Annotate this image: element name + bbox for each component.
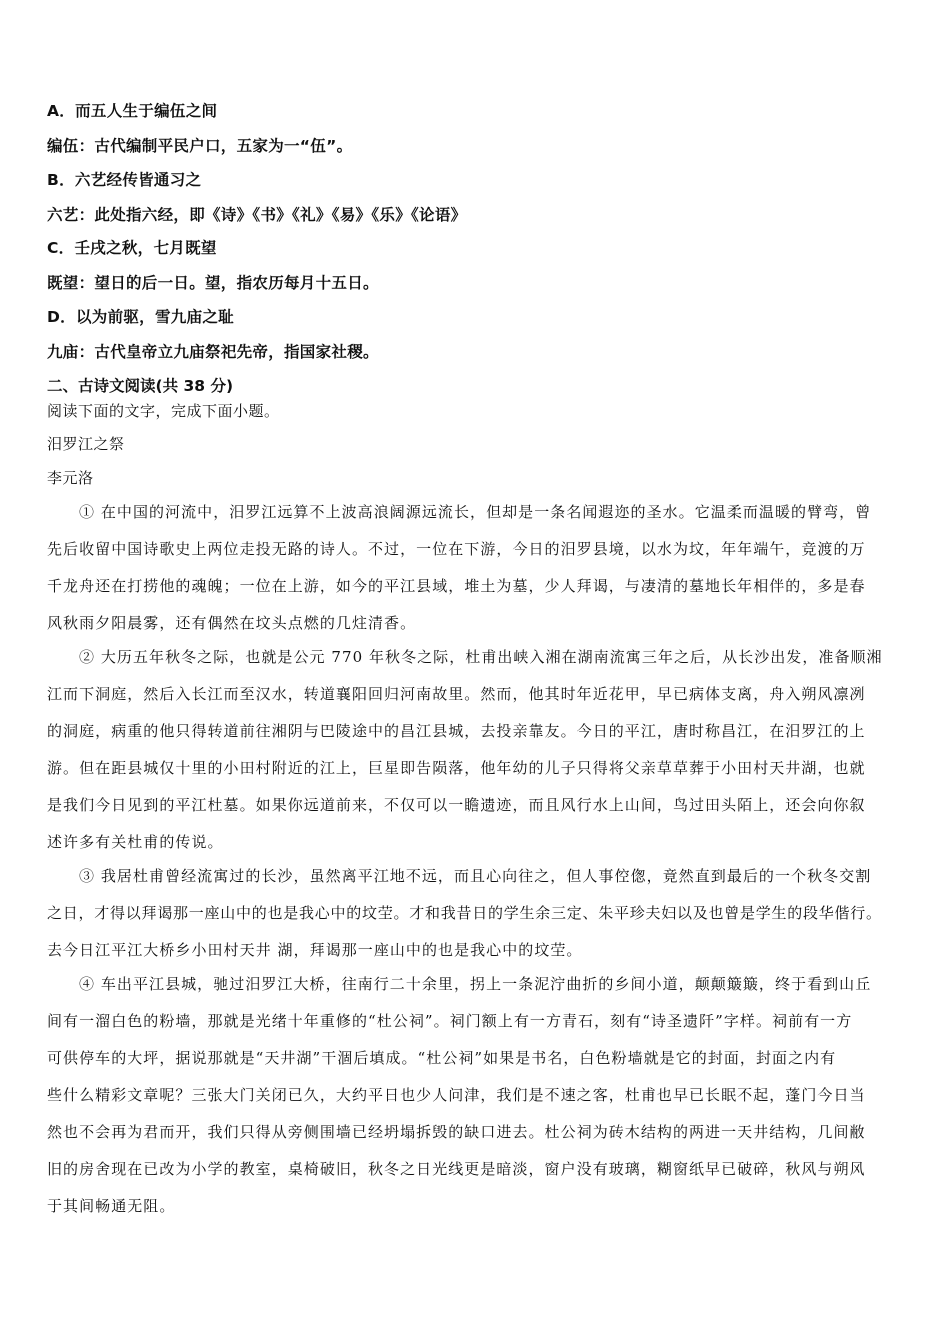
option-d: D．以为前驱，雪九庙之耻 [47, 308, 234, 326]
paragraph-3-line: 去今日江平江大桥乡小田村天井 湖，拜谒那一座山中的也是我心中的坟茔。 [47, 941, 583, 959]
option-b-note: 六艺：此处指六经，即《诗》《书》《礼》《易》《乐》《论语》 [47, 206, 467, 224]
paragraph-1-line: 千龙舟还在打捞他的魂魄；一位在上游，如今的平江县域，堆土为墓，少人拜谒，与凄清的墓地长年相伴的，多是春 [47, 577, 866, 595]
paragraph-1-line: ① 在中国的河流中，汨罗江远算不上波高浪阔源远流长，但却是一条名闻遐迩的圣水。它温柔而温暖的臂弯，曾 [79, 503, 872, 521]
paragraph-4-line: 旧的房舍现在已改为小学的教室，桌椅破旧，秋冬之日光线更是暗淡，窗户没有玻璃，糊窗纸早已破碎，秋风与朔风 [47, 1160, 866, 1178]
paragraph-4-line: 然也不会再为君而开，我们只得从旁侧围墙已经坍塌拆毁的缺口进去。杜公祠为砖木结构的两进一天井结构，几间敝 [47, 1123, 866, 1141]
paragraph-1-line: 先后收留中国诗歌史上两位走投无路的诗人。不过，一位在下游，今日的汨罗县境，以水为坟，年年端午，竞渡的万 [47, 540, 866, 558]
paragraph-1-line: 风秋雨夕阳晨雾，还有偶然在坟头点燃的几炷清香。 [47, 614, 417, 632]
paragraph-3-line: 之日，才得以拜谒那一座山中的也是我心中的坟茔。才和我昔日的学生余三定、朱平珍夫妇以及也曾是学生的段华偕行。 [47, 904, 882, 922]
paragraph-4-line: ④ 车出平江县城，驰过汨罗江大桥，往南行二十余里，拐上一条泥泞曲折的乡间小道，颠颠簸簸，终于看到山丘 [79, 975, 872, 993]
paragraph-2-line: 游。但在距县城仅十里的小田村附近的江上，巨星即告陨落，他年幼的儿子只得将父亲草草葬于小田村天井湖，也就 [47, 759, 866, 777]
paragraph-4-line: 于其间畅通无阻。 [47, 1197, 176, 1215]
paragraph-4-line: 间有一溜白色的粉墙，那就是光绪十年重修的“杜公祠”。祠门额上有一方青石，刻有“诗圣遗阡”字样。祠前有一方 [47, 1012, 853, 1030]
paragraph-2-line: 述许多有关杜甫的传说。 [47, 833, 224, 851]
paragraph-2-line: 是我们今日见到的平江杜墓。如果你远道前来，不仅可以一瞻遗迹，而且风行水上山间，鸟过田头陌上，还会向你叙 [47, 796, 866, 814]
option-d-note: 九庙：古代皇帝立九庙祭祀先帝，指国家社稷。 [47, 343, 379, 361]
paragraph-2-line: 的洞庭，病重的他只得转道前往湘阴与巴陵途中的昌江县城，去投亲靠友。今日的平江，唐时称昌江，在汨罗江的上 [47, 722, 866, 740]
paragraph-4-line: 些什么精彩文章呢？三张大门关闭已久，大约平日也少人问津，我们是不速之客，杜甫也早已长眠不起，蓬门今日当 [47, 1086, 866, 1104]
article-title: 汨罗江之祭 [47, 435, 125, 453]
section-title: 二、古诗文阅读(共 38 分) [47, 377, 234, 395]
option-c: C．壬戌之秋，七月既望 [47, 239, 217, 257]
paragraph-2-line: ② 大历五年秋冬之际，也就是公元 770 年秋冬之际，杜甫出峡入湘在湖南流寓三年之后，从长沙出发，准备顺湘 [79, 648, 883, 666]
paragraph-4-line: 可供停车的大坪，据说那就是“天井湖”干涸后填成。“杜公祠”如果是书名，白色粉墙就是它的封面，封面之内有 [47, 1049, 837, 1067]
option-c-note: 既望：望日的后一日。望，指农历每月十五日。 [47, 274, 379, 292]
option-a: A．而五人生于编伍之间 [47, 102, 218, 120]
paragraph-3-line: ③ 我居杜甫曾经流寓过的长沙，虽然离平江地不远，而且心向往之，但人事倥偬，竟然直到最后的一个秋冬交割 [79, 867, 872, 885]
option-b: B．六艺经传皆通习之 [47, 171, 202, 189]
paragraph-2-line: 江而下洞庭，然后入长江而至汉水，转道襄阳回归河南故里。然而，他其时年近花甲，早已病体支离，舟入朔风凛冽 [47, 685, 866, 703]
instruction-text: 阅读下面的文字，完成下面小题。 [47, 402, 280, 420]
option-a-note: 编伍：古代编制平民户口，五家为一“伍”。 [47, 137, 353, 155]
article-author: 李元洛 [47, 469, 94, 487]
